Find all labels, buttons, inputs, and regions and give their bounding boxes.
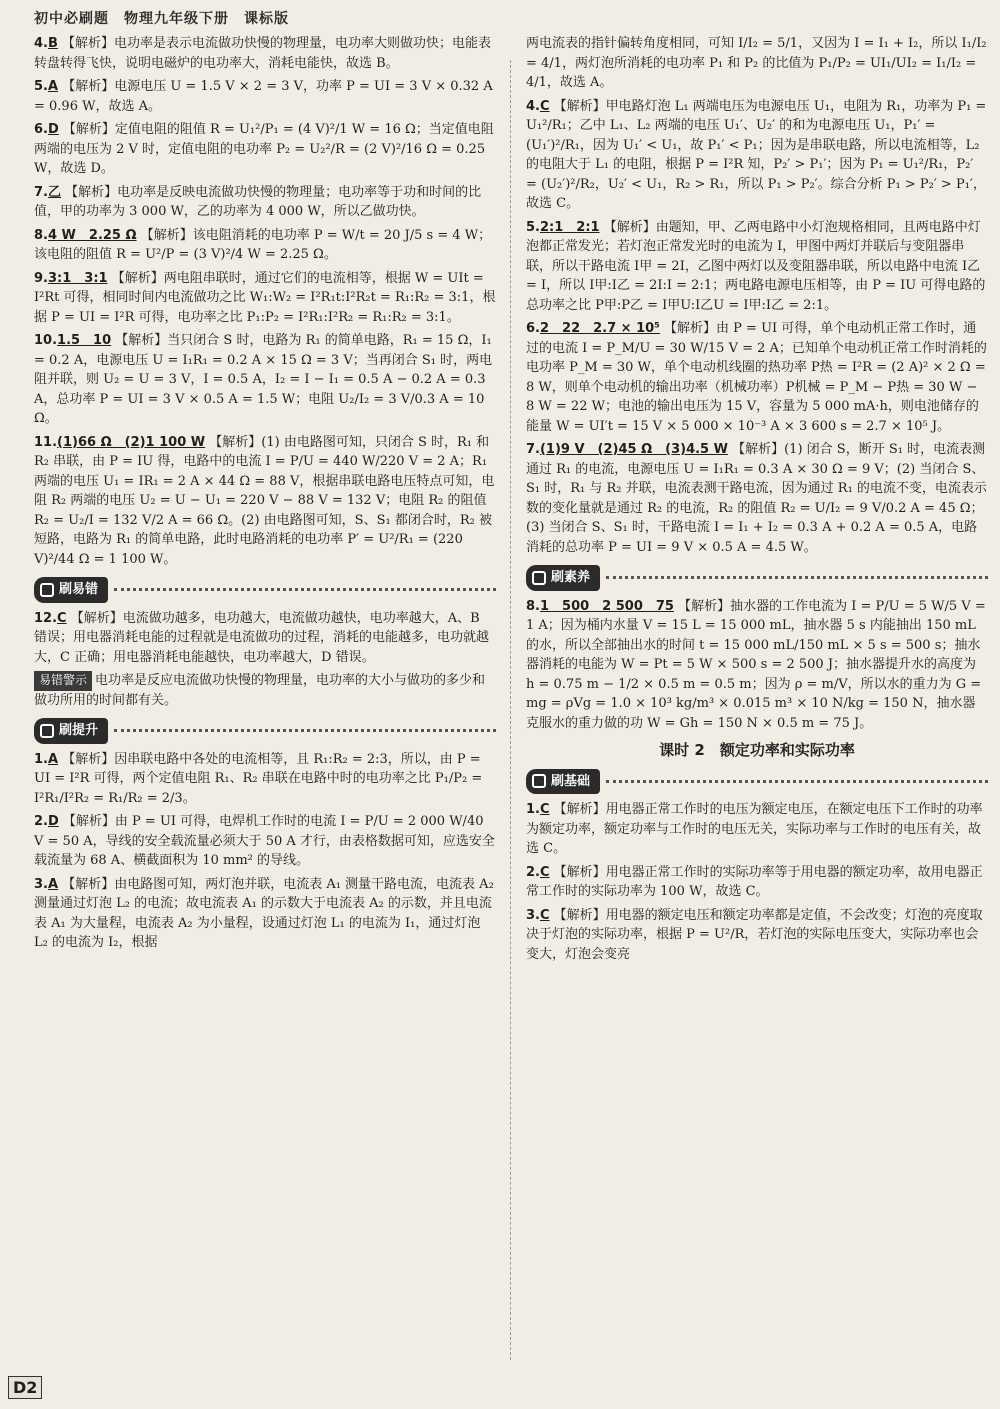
question-number: 5. xyxy=(526,219,540,235)
answer-key: C xyxy=(539,802,550,817)
answer-entry xyxy=(526,440,988,557)
answer-entry xyxy=(526,319,988,436)
section-rule xyxy=(606,576,988,579)
answer-entry xyxy=(526,97,988,214)
answer-entry xyxy=(526,597,988,734)
notebook-icon xyxy=(532,571,546,585)
answer-key: 3:1 3:1 xyxy=(47,270,108,286)
explanation-text: 【解析】该电阻消耗的电功率 P = W/t = 20 J/5 s = 4 W；该电阻的阻值 R = U²/P = (3 V)²/4 W = 2.25 Ω。 xyxy=(34,227,492,262)
answer-key: B xyxy=(47,36,58,51)
answer-entry xyxy=(526,906,988,965)
explanation-text: 【解析】因串联电路中各处的电流相等，且 R₁:R₂ = 2:3，所以，由 P = UI = I²R 可得，两个定值电阻 R₁、R₂ 串联在电路中时的电功率之比 P₁/P₂ = I²R₁/I²R₂ = R₁/R₂ = 2/3。 xyxy=(34,751,483,806)
left-entries-2 xyxy=(34,609,496,668)
section-suyang xyxy=(526,565,988,591)
error-warning xyxy=(34,671,496,710)
left-entries xyxy=(34,34,496,569)
answer-entry xyxy=(34,750,496,809)
answer-key: A xyxy=(47,79,59,94)
answer-entry xyxy=(34,609,496,668)
question-number: 7. xyxy=(526,442,540,457)
question-number: 5. xyxy=(34,79,48,94)
answer-key: C xyxy=(57,610,67,626)
section-badge: 刷基础 xyxy=(526,769,600,795)
page-header: 初中必刷题 物理九年级下册 课标版 xyxy=(34,11,289,27)
explanation-text: 【解析】电功率是反映电流做功快慢的物理量；电功率等于功和时间的比值，甲的功率为 3 000 W，乙的功率为 4 000 W，所以乙做功快。 xyxy=(34,184,482,219)
question-number: 11. xyxy=(34,434,58,450)
explanation-text: 【解析】电功率是表示电流做功快慢的物理量，电功率大则做功快；电能表转盘转得飞快，说明电磁炉的电功率大，消耗电能快，故选 B。 xyxy=(34,36,492,71)
question-number: 4. xyxy=(526,98,540,114)
answer-entry xyxy=(34,875,496,953)
question-number: 8. xyxy=(526,598,540,614)
explanation-text: 【解析】电源电压 U = 1.5 V × 2 = 3 V，功率 P = UI = 3 V × 0.32 A = 0.96 W，故选 A。 xyxy=(34,79,493,114)
answer-key: 4 W 2.25 Ω xyxy=(47,227,137,243)
answer-entry xyxy=(34,77,496,116)
right-column xyxy=(526,34,988,968)
explanation-text: 【解析】用电器正常工作时的实际功率等于用电器的额定功率，故用电器正常工作时的实际功率为 100 W，故选 C。 xyxy=(526,864,983,899)
explanation-text: 【解析】用电器正常工作时的电压为额定电压，在额定电压下工作时的功率为额定功率，额定功率与工作时的电压无关，实际功率与工作时的电压有关，故选 C。 xyxy=(526,802,983,856)
section-badge: 刷提升 xyxy=(34,718,108,744)
section-tisheng xyxy=(34,718,496,744)
answer-key: D xyxy=(47,814,59,829)
answer-key: (1)66 Ω (2)1 100 W xyxy=(57,434,206,450)
answer-key: 1.5 10 xyxy=(57,333,112,348)
explanation-text: 【解析】用电器的额定电压和额定功率都是定值，不会改变；灯泡的亮度取决于灯泡的实际功率，根据 P = U²/R，若灯泡的实际电压变大，实际功率也会变大，灯泡会变亮 xyxy=(526,907,983,962)
question-number: 8. xyxy=(34,227,48,243)
question-number: 3. xyxy=(34,876,48,892)
question-number: 10. xyxy=(34,333,58,348)
question-number: 6. xyxy=(34,122,48,137)
explanation-text: 【解析】当只闭合 S 时，电路为 R₁ 的简单电路，R₁ = 15 Ω，I₁ = 0.2 A，电源电压 U = I₁R₁ = 0.2 A × 15 Ω = 3 V；当再闭合 S₁ 时，两电阻并联，则 U₂ = U = 3 V，I = 0.5 A，I₂ = I − I₁ = 0.5 A − 0.2 A = 0.3 A，总功率 P = UI = 3 V × 0.5 A = 1.5 W；电阻 U₂/I₂ = 3 V/0.3 A = 10 Ω。 xyxy=(34,333,493,426)
answer-entry xyxy=(34,812,496,871)
question-number: 7. xyxy=(34,184,48,200)
right-entries-3 xyxy=(526,800,988,964)
answer-key: A xyxy=(47,751,59,767)
answer-entry xyxy=(34,120,496,179)
answer-entry xyxy=(526,34,988,93)
explanation-text: 两电流表的指针偏转角度相同，可知 I/I₂ = 5/1，又因为 I = I₁ + I₂，所以 I₁/I₂ = 4/1，两灯泡所消耗的电功率 P₁ 和 P₂ 的比值为 P₁/P₂ = UI₁/UI₂ = I₁/I₂ = 4/1，故选 A。 xyxy=(526,36,987,90)
explanation-text: 【解析】由 P = UI 可得，单个电动机正常工作时，通过的电流 I = P_M/U = 30 W/15 V = 2 A；已知单个电动机正常工作时消耗的电功率 P_M = 30 W，单个电动机线圈的热功率 P热 = I²R = (2 A)² × 2 Ω = 8 W，则单个电动机的输出功率（机械功率）P机械 = P_M − P热 = 30 W − 8 W = 22 W；电池的输出电压为 15 V，容量为 5 000 mA·h，则电池储存的能量 W = UI′t = 15 V × 5 000 × 10⁻³ A × 3 600 s = 2.7 × 10⁵ J。 xyxy=(526,321,987,434)
warning-text: 电功率是反应电流做功快慢的物理量，电功率的大小与做功的多少和做功所用的时间都有关。 xyxy=(34,673,486,708)
question-number: 9. xyxy=(34,270,48,286)
question-number: 1. xyxy=(526,802,540,817)
section-badge: 刷易错 xyxy=(34,577,108,603)
explanation-text: 【解析】两电阻串联时，通过它们的电流相等，根据 W = UIt = I²Rt 可得，相同时间内电流做功之比 W₁:W₂ = I²R₁t:I²R₂t = R₁:R₂ = 3:1，根据 P = UI = I²R 可得，电功率之比 P₁:P₂ = I²R₁:I²R₂ = R₁:R₂ = 3:1。 xyxy=(34,270,496,325)
answer-key: C xyxy=(539,907,550,923)
question-number: 4. xyxy=(34,36,48,51)
section-rule xyxy=(606,780,988,783)
explanation-text: 【解析】定值电阻的阻值 R = U₁²/P₁ = (4 V)²/1 W = 16 Ω；当定值电阻两端的电压为 2 V 时，定值电阻的电功率 P₂ = U₂²/R = (2 V)²/16 Ω = 0.25 W，故选 D。 xyxy=(34,122,494,176)
lesson-title: 课时 2 额定功率和实际功率 xyxy=(659,741,855,759)
explanation-text: 【解析】(1) 由电路图可知，只闭合 S 时，R₁ 和 R₂ 串联，由 P = IU 得，电路中的电流 I = P/U = 440 W/220 V = 2 A；R₁ 两端的电压 U₁ = IR₁ = 2 A × 44 Ω = 88 V，根据串联电路电压特点可知，电阻 R₂ 两端的电压 U₂ = U − U₁ = 220 V − 88 V = 132 V；电阻 R₂ 的阻值 R₂ = U₂/I = 132 V/2 A = 66 Ω。(2) 由电路图可知，S、S₁ 都闭合时，R₂ 被短路，电路为 R₁ 的简单电路，此时电路消耗的电功率 P′ = U²/R₁ = (220 V)²/44 Ω = 1 100 W。 xyxy=(34,434,495,567)
question-number: 6. xyxy=(526,321,540,336)
question-number: 2. xyxy=(34,814,48,829)
right-entries-2 xyxy=(526,597,988,734)
answer-entry xyxy=(526,863,988,902)
question-number: 12. xyxy=(34,610,58,626)
explanation-text: 【解析】由电路图可知，两灯泡并联，电流表 A₁ 测量干路电流，电流表 A₂ 测量通过灯泡 L₂ 的电流；故电流表 A₁ 的示数大于电流表 A₂ 的示数，并且电流表 A₁ 为大量程，电流表 A₂ 为小量程，设通过灯泡 L₁ 的电流为 I₁，通过灯泡 L₂ 的电流为 I₂，根据 xyxy=(34,876,494,950)
explanation-text: 【解析】(1) 闭合 S，断开 S₁ 时，电流表测通过 R₁ 的电流，电源电压 U = I₁R₁ = 0.3 A × 30 Ω = 9 V；(2) 当闭合 S、S₁ 时，R₁ 与 R₂ 并联，电流表测干路电流，因为通过 R₁ 的电流不变，电流表示数的变化量就是通过 R₂ 的电流，R₂ 的阻值 R₂ = U/I₂ = 9 V/0.2 A = 45 Ω；(3) 当闭合 S、S₁ 时，干路电流 I = I₁ + I₂ = 0.3 A + 0.2 A = 0.5 A，电路消耗的总功率 P = UI = 9 V × 0.5 A = 4.5 W。 xyxy=(526,442,987,555)
answer-entry xyxy=(34,269,496,328)
explanation-text: 【解析】由题知，甲、乙两电路中小灯泡规格相同，且两电路中灯泡都正常发光；若灯泡正常发光时的电流为 I，甲图中两灯并联后与变阻器串联，所以干路电流 I甲 = 2I，乙图中两灯以及变阻器串联，所以电路中电流 I乙 = I，所以 I甲:I乙 = 2I:I = 2:1；两电路电源电压相等，由 P = IU 可得电路的总功率之比 P甲:P乙 = I甲U:I乙U = I甲:I乙 = 2:1。 xyxy=(526,219,986,313)
left-entries-3 xyxy=(34,750,496,953)
answer-entry xyxy=(34,183,496,222)
section-rule xyxy=(114,729,496,732)
answer-key: A xyxy=(47,876,59,892)
answer-entry xyxy=(526,218,988,316)
answer-key: 1 500 2 500 75 xyxy=(539,598,674,614)
section-badge: 刷素养 xyxy=(526,565,600,591)
answer-key: C xyxy=(539,864,550,880)
question-number: 3. xyxy=(526,907,540,923)
left-column xyxy=(34,34,496,957)
answer-entry xyxy=(34,331,496,429)
answer-entry xyxy=(34,433,496,570)
warning-label: 易错警示 xyxy=(34,671,92,691)
answer-key: C xyxy=(539,98,550,114)
question-number: 2. xyxy=(526,864,540,880)
notebook-icon xyxy=(532,774,546,788)
section-rule xyxy=(114,588,496,591)
right-entries xyxy=(526,34,988,557)
notebook-icon xyxy=(40,724,54,738)
answer-key: 2 22 2.7 × 10⁵ xyxy=(539,321,660,336)
answer-key: (1)9 V (2)45 Ω (3)4.5 W xyxy=(539,442,728,457)
answer-key: 乙 xyxy=(47,184,61,200)
section-yicuo xyxy=(34,577,496,603)
notebook-icon xyxy=(40,583,54,597)
explanation-text: 【解析】电流做功越多，电功越大，电流做功越快，电功率越大，A、B 错误；用电器消耗电能的过程就是电流做功的过程，消耗的电能越多，电功就越大，C 正确；用电器消耗电能越快，电功率越大，D 错误。 xyxy=(34,610,490,665)
explanation-text: 【解析】由 P = UI 可得，电焊机工作时的电流 I = P/U = 2 000 W/40 V = 50 A，导线的安全载流量必须大于 50 A 才行，由表格数据可知，应选安全载流量为 68 A、横截面积为 10 mm² 的导线。 xyxy=(34,814,495,868)
explanation-text: 【解析】甲电路灯泡 L₁ 两端电压为电源电压 U₁，电阻为 R₁，功率为 P₁ = U₁²/R₁；乙中 L₁、L₂ 两端的电压 U₁′、U₂′ 的和为电源电压 U₁，P₁′ = (U₁′)²/R₁，因为 U₁′ < U₁，故 P₁′ < P₁；因为是串联电路，所以电流相等，L₂ 的电阻大于 L₁ 的电阻，根据 P = I²R 知，P₂′ > P₁′；因为 P₁ = U₁²/R₁，P₂′ = (U₂′)²/R₂，U₂′ < U₁，R₂ > R₁，所以 P₁ > P₂′。综合分析 P₁ > P₂′ > P₁′，故选 C。 xyxy=(526,98,987,211)
column-divider xyxy=(510,60,511,1360)
answer-key: D xyxy=(47,122,59,137)
explanation-text: 【解析】抽水器的工作电流为 I = P/U = 5 W/5 V = 1 A；因为桶内水量 V = 15 L = 15 000 mL，抽水器 5 s 内能抽出 150 mL 的水，所以全部抽出水的时间 t = 15 000 mL/150 mL × 5 s = 500 s；抽水器消耗的电能为 W = Pt = 5 W × 500 s = 2 500 J；抽水器提升水的高度为 h = 0.75 m − 1/2 × 0.5 m = 0.5 m；因为 ρ = m/V，所以水的重力为 G = mg = ρVg = 1.0 × 10³ kg/m³ × 0.015 m³ × 10 N/kg = 150 N，抽水器克服水的重力做的功 W = Gh = 150 N × 0.5 m = 75 J。 xyxy=(526,598,986,731)
question-number: 1. xyxy=(34,751,48,767)
answer-key: 2:1 2:1 xyxy=(539,219,600,235)
answer-entry xyxy=(34,226,496,265)
answer-entry xyxy=(526,800,988,859)
answer-entry xyxy=(34,34,496,73)
page-number: D2 xyxy=(8,1376,42,1399)
section-jichu xyxy=(526,769,988,795)
